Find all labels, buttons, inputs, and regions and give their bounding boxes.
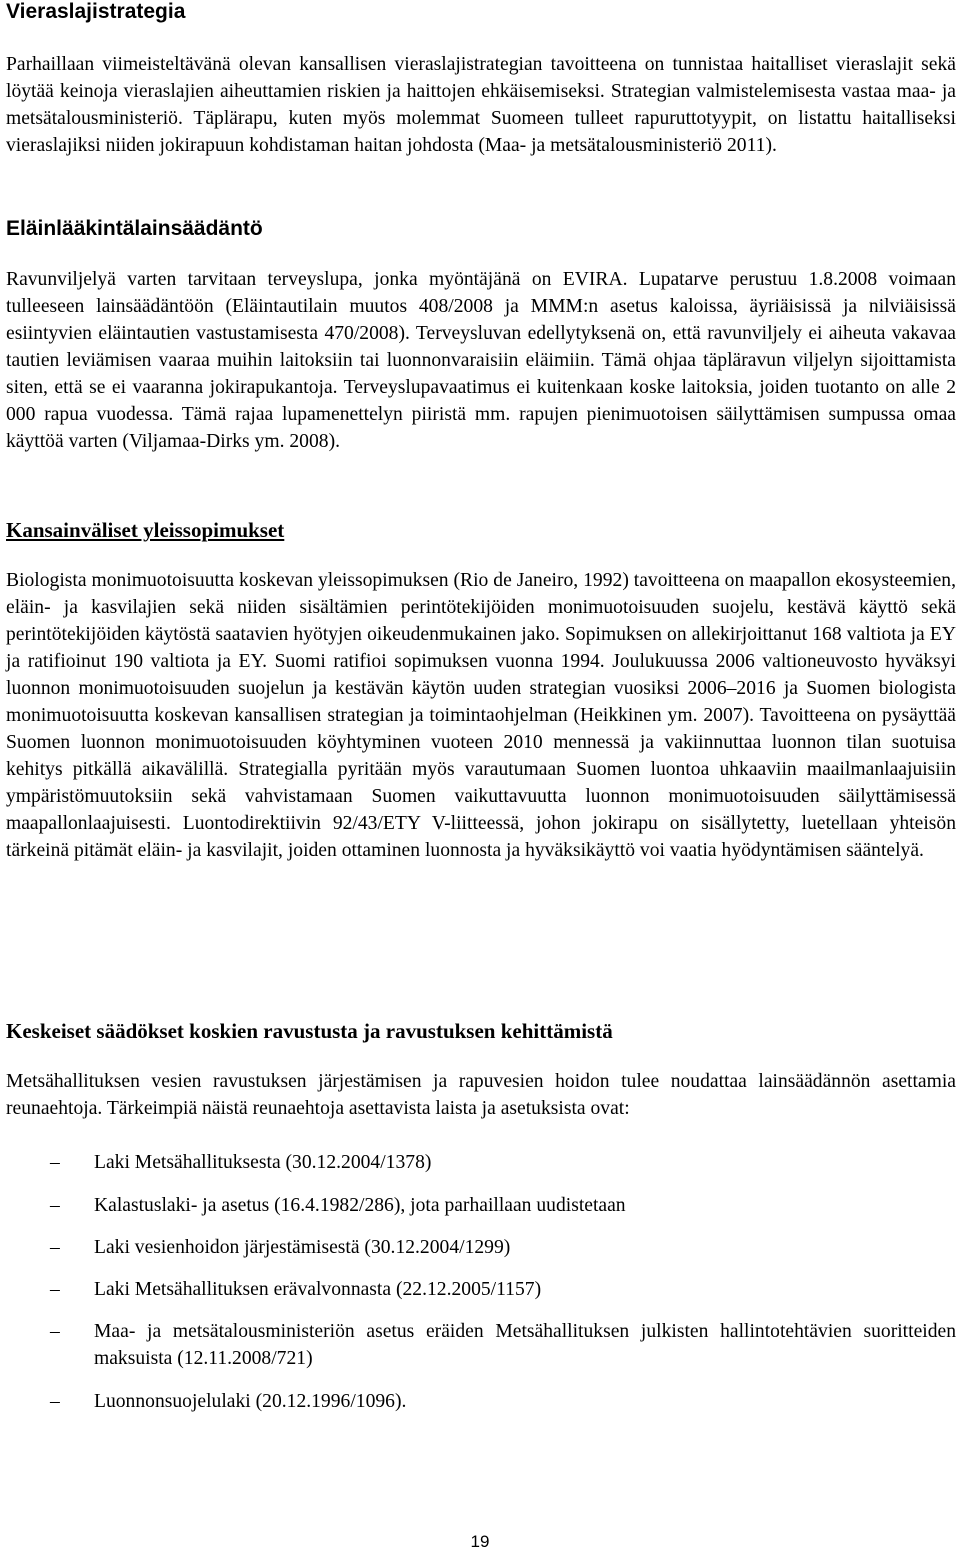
- law-list-item: [6, 1318, 956, 1372]
- law-item-text: Laki vesienhoidon järjestämisestä (30.12.2004/1299): [94, 1237, 511, 1258]
- law-item-text: Laki Metsähallituksesta (30.12.2004/1378): [94, 1152, 432, 1173]
- dash-bullet: –: [50, 1279, 60, 1300]
- law-item-text: Kalastuslaki- ja asetus (16.4.1982/286), jota parhaillaan uudistetaan: [94, 1195, 626, 1216]
- law-list-item: [6, 1234, 956, 1261]
- law-list-item: [6, 1149, 956, 1176]
- heading-kansainvaliset-yleissopimukset: Kansainväliset yleissopimukset: [6, 518, 285, 542]
- law-list-item: [6, 1388, 956, 1415]
- paragraph-vieraslajistrategia: Parhaillaan viimeisteltävänä olevan kansallisen vieraslajistrategian tavoitteena on tunnistaa haitalliset vieraslajit sekä löytää keinoja vieraslajien aiheuttamien riskien ja haittojen ehkäisemiseksi. Strategian valmistelemisesta vastaa maa- ja metsätalousministeriö. Täplärapu, kuten myös molemmat Suomeen tulleet rapuruttotyypit, on listattu haitalliseksi vieraslajiksi niiden jokirapuun kohdistaman haitan johdosta (Maa- ja metsätalousministeriö 2011).: [6, 54, 956, 156]
- heading-elainlaakintalainsaadanto: Eläinlääkintälainsäädäntö: [6, 217, 263, 240]
- paragraph-elainlaakintalainsaadanto: Ravunviljelyä varten tarvitaan terveyslupa, jonka myöntäjänä on EVIRA. Lupatarve perustuu 1.8.2008 voimaan tulleeseen lainsäädäntöön (Eläintautilain muutos 408/2008 ja MMM:n asetus kaloissa, äyriäisissä ja nilviäisissä esiintyvien eläintautien vastustamisesta 470/2008). Terveysluvan edellytyksenä on, että ravunviljely ei aiheuta vakavaa tautien leviämisen vaaraa muihin laitoksiin tai luonnonvaraisiin eläimiin. Tämä ohjaa täpläravun viljelyn sijoittamista siten, että se ei vaaranna jokirapukantoja. Terveyslupavaatimus ei kuitenkaan koske laitoksia, joiden tuotanto on alle 2 000 rapua vuodessa. Tämä rajaa lupamenettelyn piiristä mm. rapujen pienimuotoisen säilyttämisen sumpussa omaa käyttöä varten (Viljamaa-Dirks ym. 2008).: [6, 269, 956, 452]
- dash-bullet: –: [50, 1195, 60, 1216]
- dash-bullet: –: [50, 1152, 60, 1173]
- paragraph-keskeiset-saadokset: Metsähallituksen vesien ravustuksen järjestämisen ja rapuvesien hoidon tulee noudattaa lainsäädännön asettamia reunaehtoja. Tärkeimpiä näistä reunaehtoja asettavista laista ja asetuksista ovat:: [6, 1071, 956, 1119]
- law-item-text: Luonnonsuojelulaki (20.12.1996/1096).: [94, 1391, 407, 1412]
- law-item-text: Maa- ja metsätalousministeriön asetus eräiden Metsähallituksen julkisten hallintotehtävien suoritteiden maksuista (12.11.2008/721): [94, 1321, 956, 1369]
- law-list-item: [6, 1192, 956, 1219]
- dash-bullet: –: [50, 1321, 60, 1342]
- page-number: 19: [470, 1532, 490, 1551]
- paragraph-kansainvaliset-yleissopimukset: Biologista monimuotoisuutta koskevan yleissopimuksen (Rio de Janeiro, 1992) tavoitteena on maapallon ekosysteemien, eläin- ja kasvilajien sekä niiden sisältämien perintötekijöiden monimuotoisuuden suojelu, kestävä käyttö sekä perintötekijöiden käytöstä saatavien hyötyjen oikeudenmukainen jako. Sopimuksen on allekirjoittanut 168 valtiota ja EY ja ratifioinut 190 valtiota ja EY. Suomi ratifioi sopimuksen vuonna 1994. Joulukuussa 2006 valtioneuvosto hyväksyi luonnon monimuotoisuuden suojelun ja kestävän käytön uuden strategian vuosiksi 2006–2016 ja Suomen biologista monimuotoisuutta koskevan kansallisen strategian ja toimintaohjelman (Heikkinen ym. 2007). Tavoitteena on pysäyttää Suomen luonnon monimuotoisuuden köyhtyminen vuoteen 2010 mennessä ja vakiinnuttaa luonnon tilan suotuisa kehitys pitkällä aikavälillä. Strategialla pyritään myös varautumaan Suomen luontoa uhkaaviin maailmanlaajuisiin ympäristömuutoksiin sekä vahvistamaan Suomen vaikuttavuutta luonnon monimuotoisuuden säilyttämisessä maapallonlaajuisesti. Luontodirektiivin 92/43/ETY V-liitteessä, johon jokirapu on sisällytetty, luetellaan yhteisön tärkeinä pitämät eläin- ja kasvilajit, joiden ottaminen luonnosta ja hyväksikäyttö voi vaatia hyödyntämisen sääntelyä.: [6, 570, 956, 861]
- dash-bullet: –: [50, 1237, 60, 1258]
- heading-keskeiset-saadokset: Keskeiset säädökset koskien ravustusta ja ravustuksen kehittämistä: [6, 1019, 613, 1043]
- dash-bullet: –: [50, 1391, 60, 1412]
- law-list-item: [6, 1276, 956, 1303]
- law-item-text: Laki Metsähallituksen erävalvonnasta (22.12.2005/1157): [94, 1279, 542, 1300]
- heading-vieraslajistrategia: Vieraslajistrategia: [6, 0, 186, 23]
